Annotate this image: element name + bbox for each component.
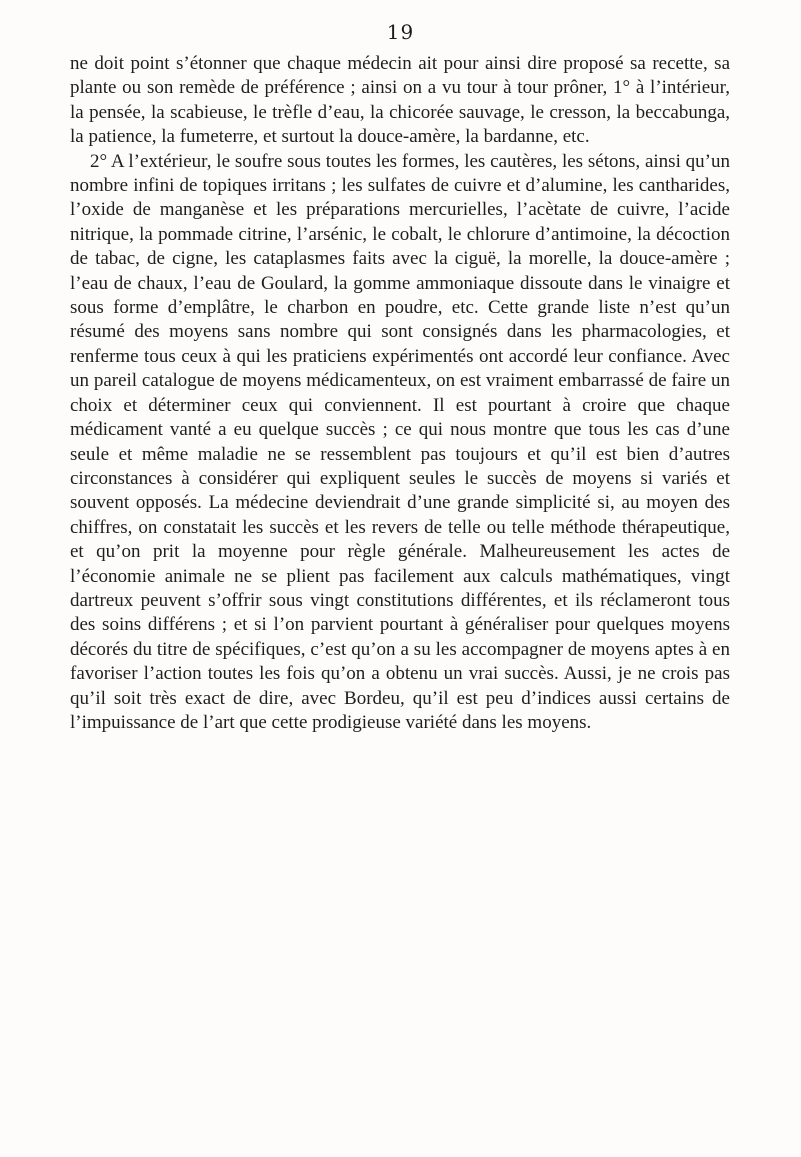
page-number: 19 — [386, 20, 415, 44]
paragraph-continuation: ne doit point s’étonner que chaque médecin ait pour ainsi dire proposé sa recette, sa plante ou son remède de préférence ; ainsi on a vu tour à tour prôner, 1° à l’intérieur, la pensée, la scabieuse, le trèfle d’eau, la chicorée sauvage, le cresson, la beccabunga, la patience, la fumeterre, et surtout la douce-amère, la bardanne, etc. — [70, 53, 730, 148]
body-text — [70, 52, 730, 735]
paragraph-external-remedies: 2° A l’extérieur, le soufre sous toutes les formes, les cautères, les sétons, ainsi qu’un nombre infini de topiques irritans ; les sulfates de cuivre et d’alumine, les cantharides, l’oxide de manganèse et les préparations mercurielles, l’acètate de cuivre, l’acide nitrique, la pommade citrine, l’arsénic, le cobalt, le chlorure d’antimoine, la décoction de tabac, de cigne, les cataplasmes faits avec la ciguë, la morelle, la douce-amère ; l’eau de chaux, l’eau de Goulard, la gomme ammoniaque dissoute dans le vinaigre et sous forme d’emplâtre, le charbon en poudre, etc. Cette grande liste n’est qu’un résumé des moyens sans nombre qui sont consignés dans les pharmacologies, et renferme tous ceux à qui les praticiens expérimentés ont accordé leur confiance. Avec un pareil catalogue de moyens médicamenteux, on est vraiment embarrassé de faire un choix et déterminer ceux qui conviennent. Il est pourtant à croire que chaque médicament vanté a eu quelque succès ; ce qui nous montre que tous les cas d’une seule et même maladie ne se ressemblent pas toujours et qu’il est bien d’autres circonstances à considérer qui expliquent seules le succès de moyens si variés et souvent opposés. La médecine deviendrait d’une grande simplicité si, au moyen des chiffres, on constatait les succès et les revers de telle ou telle méthode thérapeutique, et qu’on prit la moyenne pour règle générale. Malheureusement les actes de l’économie animale ne se plient pas facilement aux calculs mathématiques, vingt dartreux peuvent s’offrir sous vingt constitutions différentes, et ils réclameront tous des soins différens ; et si l’on parvient pourtant à généraliser pour quelques moyens décorés du titre de spécifiques, c’est qu’on a su les accompagner de moyens aptes à en favoriser l’action toutes les fois qu’on a obtenu un vrai succès. Aussi, je ne crois pas qu’il soit très exact de dire, avec Bordeu, qu’il est peu d’indices aussi certains de l’impuissance de l’art que cette prodigieuse variété dans les moyens. — [70, 150, 730, 733]
